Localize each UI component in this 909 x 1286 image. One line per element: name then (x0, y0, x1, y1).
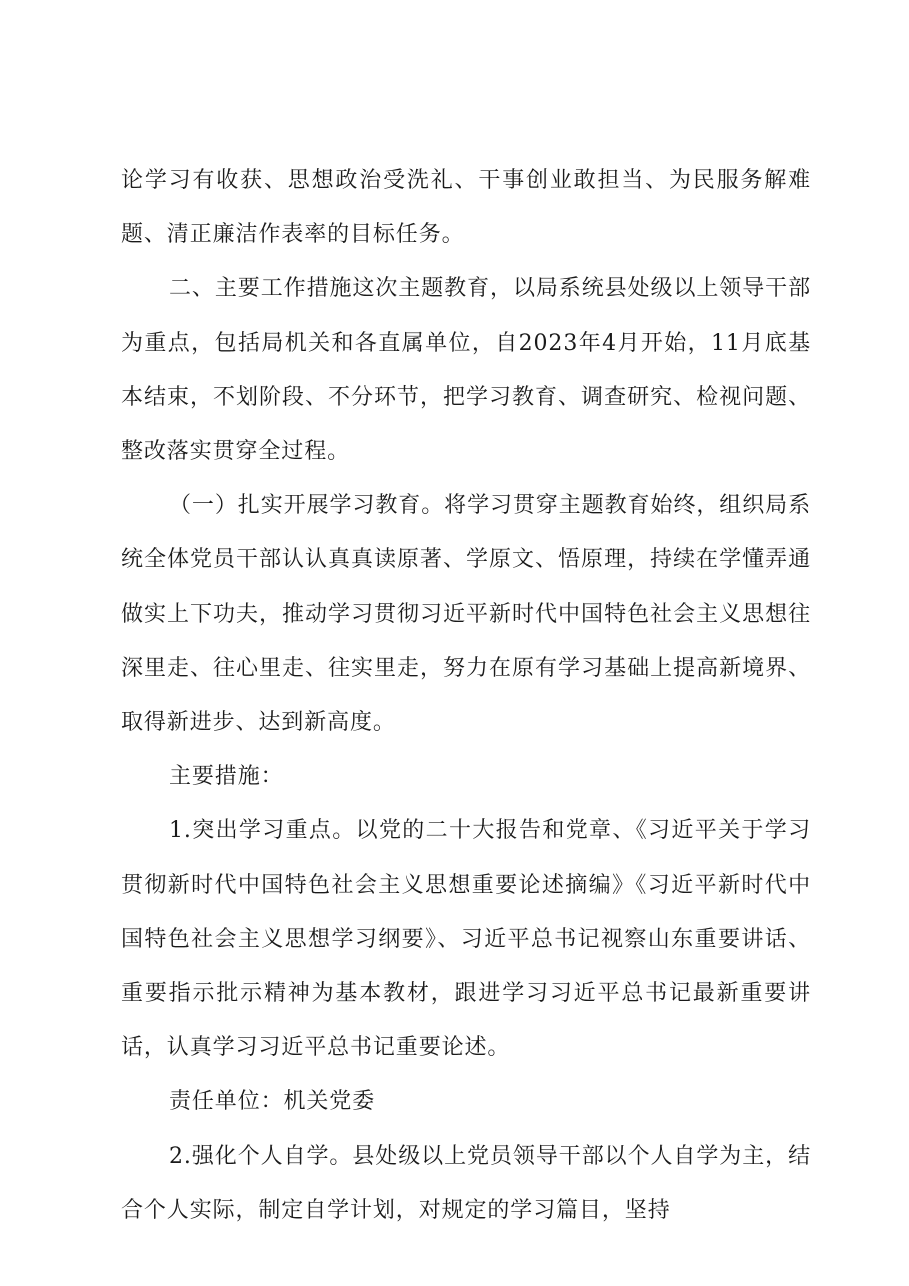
document-body (121, 154, 811, 1238)
paragraph-responsible-unit: 责任单位：机关党委 (169, 1089, 376, 1115)
paragraph-item-two: 2.强化个人自学。县处级以上党员领导干部以个人自学为主，结合个人实际，制定自学计划，对规定的学习篇目，坚持 (121, 1143, 811, 1223)
paragraph-section-two: 二、主要工作措施这次主题教育，以局系统县处级以上领导干部为重点，包括局机关和各直属单位，自2023年4月开始，11月底基本结束，不划阶段、不分环节，把学习教育、调查研究、检视问题、整改落实贯穿全过程。 (121, 276, 811, 465)
paragraph-subsection-one: （一）扎实开展学习教育。将学习贯穿主题教育始终，组织局系统全体党员干部认认真真读原著、学原文、悟原理，持续在学懂弄通做实上下功夫，推动学习贯彻习近平新时代中国特色社会主义思想往深里走、往心里走、往实里走，努力在原有学习基础上提高新境界、取得新进步、达到新高度。 (121, 493, 811, 736)
paragraph-continuation: 论学习有收获、思想政治受洗礼、干事创业敢担当、为民服务解难题、清正廉洁作表率的目标任务。 (121, 168, 811, 248)
paragraph-item-one: 1.突出学习重点。以党的二十大报告和党章、《习近平关于学习贯彻新时代中国特色社会主义思想重要论述摘编》《习近平新时代中国特色社会主义思想学习纲要》、习近平总书记视察山东重要讲话、重要指示批示精神为基本教材，跟进学习习近平总书记最新重要讲话，认真学习习近平总书记重要论述。 (121, 818, 811, 1061)
paragraph-measures-heading: 主要措施： (169, 764, 284, 790)
